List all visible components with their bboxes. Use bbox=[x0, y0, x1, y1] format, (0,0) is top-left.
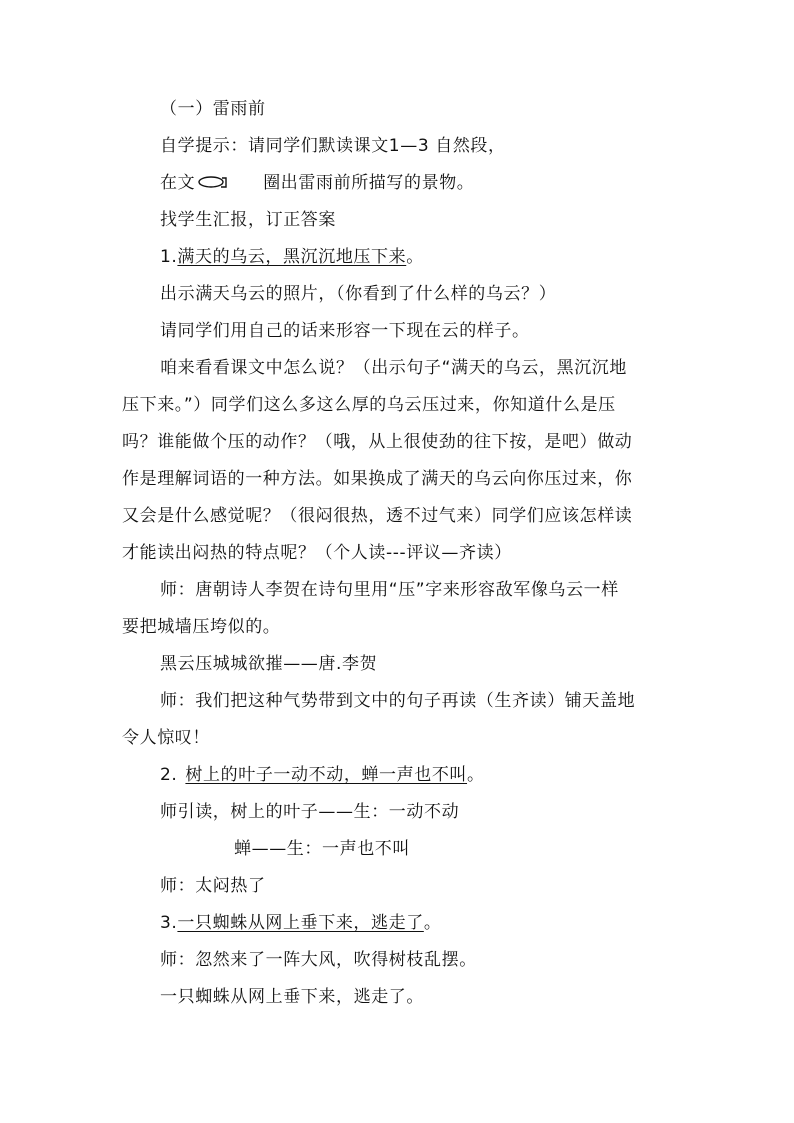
lead-read-line: 师引读，树上的叶子——生：一动不动 bbox=[160, 802, 460, 822]
item-3-end: 。 bbox=[423, 913, 442, 933]
item-3-number: 3. bbox=[160, 913, 178, 933]
teacher-line-4: 师：忽然来了一阵大风，吹得树枝乱摆。 bbox=[160, 950, 477, 970]
prompt-line-2-end: 圈出雷雨前所描写的景物。 bbox=[263, 173, 475, 193]
item-1 bbox=[160, 246, 424, 268]
section-title: （一）雷雨前 bbox=[160, 99, 266, 119]
teacher-line-2: 师：我们把这种气势带到文中的句子再读（生齐读）铺天盖地 bbox=[160, 691, 636, 711]
item-2-number: 2. bbox=[160, 765, 178, 785]
poem-line: 黑云压城城欲摧——唐.李贺 bbox=[160, 654, 378, 674]
spider-line: 一只蜘蛛从网上垂下来，逃走了。 bbox=[160, 987, 424, 1007]
paragraph-line-1: 咱来看看课文中怎么说？（出示句子“满天的乌云，黑沉沉地 bbox=[160, 358, 628, 378]
item-2 bbox=[160, 764, 485, 786]
circle-mark-icon bbox=[197, 174, 227, 190]
item-3-text: 一只蜘蛛从网上垂下来，逃走了 bbox=[177, 913, 424, 933]
prompt-line-2-start: 在文 bbox=[160, 173, 196, 193]
report-line: 找学生汇报，订正答案 bbox=[160, 210, 336, 230]
teacher-line-2b: 令人惊叹！ bbox=[122, 728, 210, 748]
teacher-line-1: 师：唐朝诗人李贺在诗句里用“压”字来形容敌军像乌云一样 bbox=[160, 580, 619, 600]
teacher-line-1b: 要把城墙压垮似的。 bbox=[122, 617, 281, 637]
describe-line: 请同学们用自己的话来形容一下现在云的样子。 bbox=[160, 321, 530, 341]
paragraph-line-2: 压下来。”）同学们这么多这么厚的乌云压过来，你知道什么是压 bbox=[122, 395, 616, 415]
paragraph-line-3: 吗？谁能做个压的动作？（哦，从上很使劲的往下按，是吧）做动 bbox=[122, 432, 633, 452]
item-2-end: 。 bbox=[467, 765, 485, 785]
prompt-line-2 bbox=[160, 172, 474, 194]
teacher-line-3: 师：太闷热了 bbox=[160, 876, 266, 896]
item-2-text: 树上的叶子一动不动，蝉一声也不叫 bbox=[185, 765, 468, 785]
item-1-number: 1. bbox=[160, 247, 178, 267]
paragraph-line-5: 又会是什么感觉呢？（很闷很热，透不过气来）同学们应该怎样读 bbox=[122, 506, 633, 526]
prompt-line-1: 自学提示：请同学们默读课文1—3 自然段， bbox=[160, 136, 506, 156]
item-1-end: 。 bbox=[406, 247, 424, 267]
cicada-line: 蝉——生：一声也不叫 bbox=[234, 839, 410, 859]
paragraph-line-4: 作是理解词语的一种方法。如果换成了满天的乌云向你压过来，你 bbox=[122, 469, 633, 489]
photo-line: 出示满天乌云的照片，（你看到了什么样的乌云？） bbox=[160, 284, 557, 304]
paragraph-line-6: 才能读出闷热的特点呢？（个人读---评议—齐读） bbox=[122, 543, 512, 563]
item-1-text: 满天的乌云，黑沉沉地压下来 bbox=[177, 247, 407, 267]
item-3 bbox=[160, 912, 441, 934]
